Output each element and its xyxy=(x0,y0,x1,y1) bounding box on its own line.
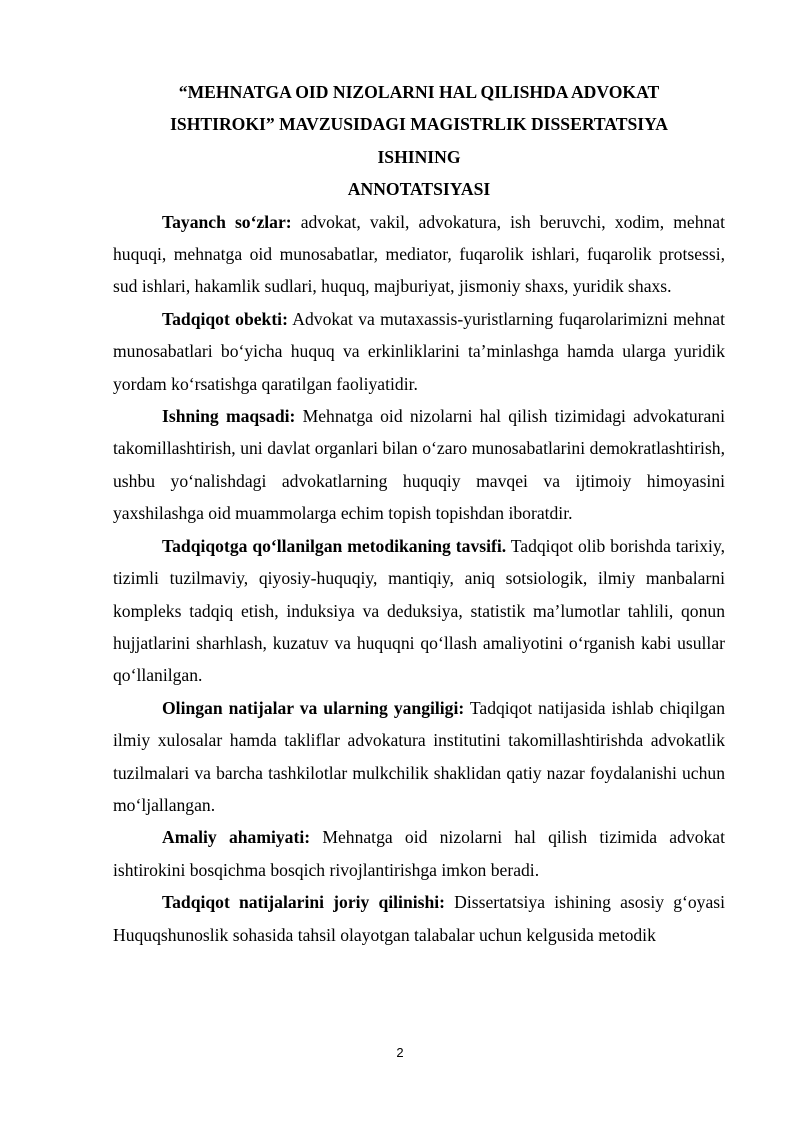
paragraph-label: Tadqiqot natijalarini joriy qilinishi: xyxy=(162,892,445,913)
paragraph-research-object xyxy=(113,303,725,400)
paragraph-text: Tadqiqot olib borishda tarixiy, tizimli tuzilmaviy, qiyosiy-huquqiy, mantiqiy, aniq sotsiologik, ilmiy manbalarni kompleks tadqiq etish, induksiya va deduksiya, statistik ma’lumotlar tahlili, qonun hujjatlarini sharhlash, kuzatuv va huquqni qo‘llash amaliyotini o‘rganish kabi usullar qo‘llanilgan. xyxy=(113,535,725,686)
paragraph-label: Olingan natijalar va ularning yangiligi: xyxy=(162,697,465,718)
paragraph-keywords xyxy=(113,206,725,303)
paragraph-text: advokat, vakil, advokatura, ish beruvchi, xodim, mehnat huquqi, mehnatga oid munosabatlar, mediator, fuqarolik ishlari, fuqarolik protsessi, sud ishlari, hakamlik sudlari, huquq, majburiyat, jismoniy shaxs, yuridik shaxs. xyxy=(113,211,725,297)
paragraph-text: Mehnatga oid nizolarni hal qilish tizimida advokat ishtirokini bosqichma bosqich rivojlantirishga imkon beradi. xyxy=(113,827,725,880)
paragraph-label: Amaliy ahamiyati: xyxy=(162,827,311,848)
paragraph-goal xyxy=(113,400,725,530)
title-line-4: ANNOTATSIYASI xyxy=(347,179,491,200)
paragraph-text: Advokat va mutaxassis-yuristlarning fuqarolarimizni mehnat munosabatlari bo‘yicha huquq va erkinliklarini ta’minlashga hamda ularga yuridik yordam ko‘rsatishga qaratilgan faoliyatidir. xyxy=(113,308,725,394)
paragraph-text: Mehnatga oid nizolarni hal qilish tizimidagi advokaturani takomillashtirish, uni davlat organlari bilan o‘zaro munosabatlarini demokratlashtirish, ushbu yo‘nalishdagi advokatlarning huquqiy mavqei va ijtimoiy himoyasini yaxshilashga oid muammolarga echim topish topishdan iboratdir. xyxy=(113,406,725,524)
paragraph-methodology xyxy=(113,530,725,692)
title-line-2: ISHTIROKI” MAVZUSIDAGI MAGISTRLIK DISSERTATSIYA xyxy=(170,114,668,135)
paragraph-label: Tadqiqotga qo‘llanilgan metodikaning tavsifi. xyxy=(162,535,507,556)
page-number: 2 xyxy=(396,1045,404,1060)
paragraph-text: Dissertatsiya ishining asosiy g‘oyasi Huquqshunoslik sohasida tahsil olayotgan talabalar uchun kelgusida metodik xyxy=(113,892,726,945)
document-page xyxy=(113,76,725,951)
paragraph-label: Tadqiqot obekti: xyxy=(162,308,288,329)
paragraph-practical-significance xyxy=(113,821,725,886)
paragraph-label: Ishning maqsadi: xyxy=(162,406,296,427)
paragraph-text: Tadqiqot natijasida ishlab chiqilgan ilmiy xulosalar hamda takliflar advokatura institutini takomillashtirishda advokatlik tuzilmalari va barcha tashkilotlar mulkchilik shaklidan qatiy nazar foydalanishi uchun mo‘ljallangan. xyxy=(113,697,725,815)
title-line-1: “MEHNATGA OID NIZOLARNI HAL QILISHDA ADVOKAT xyxy=(178,82,660,102)
title-line-3: ISHINING xyxy=(377,146,461,167)
paragraph-results xyxy=(113,692,725,822)
paragraph-label: Tayanch so‘zlar: xyxy=(162,211,292,232)
paragraph-implementation xyxy=(113,886,725,951)
